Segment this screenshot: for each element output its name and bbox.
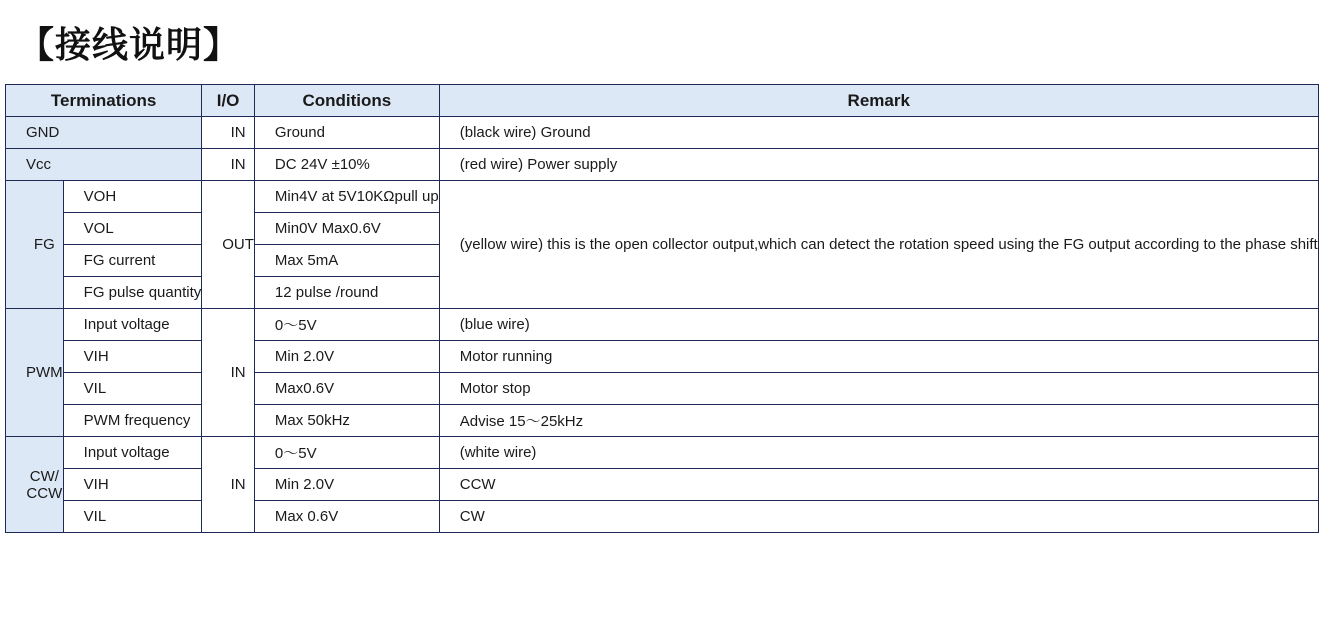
cw-condition: 0～5V	[254, 437, 439, 469]
cw-remark: CCW	[439, 469, 1318, 501]
page-title: 【接线说明】	[18, 25, 241, 66]
cw-remark: CW	[439, 501, 1318, 533]
cw-condition: Max 0.6V	[254, 501, 439, 533]
pwm-condition: Min 2.0V	[254, 341, 439, 373]
fg-sub-label: VOH	[63, 181, 202, 213]
table-row-fg-voh	[6, 181, 1319, 213]
header-io: I/O	[202, 85, 255, 117]
pwm-group-label: PWM	[6, 309, 64, 437]
header-conditions: Conditions	[254, 85, 439, 117]
cw-sub-label: VIH	[63, 469, 202, 501]
pwm-sub-label: VIH	[63, 341, 202, 373]
pwm-sub-label: VIL	[63, 373, 202, 405]
pwm-condition: Max0.6V	[254, 373, 439, 405]
fg-condition: Min0V Max0.6V	[254, 213, 439, 245]
cw-label-line1: CW/	[29, 467, 59, 485]
vcc-remark: (red wire) Power supply	[439, 149, 1318, 181]
fg-condition: Max 5mA	[254, 245, 439, 277]
fg-sub-label: FG pulse quantity	[63, 277, 202, 309]
table-row-gnd	[6, 117, 1319, 149]
gnd-condition: Ground	[254, 117, 439, 149]
pwm-condition: Max 50kHz	[254, 405, 439, 437]
header-remark: Remark	[439, 85, 1318, 117]
pwm-remark: (blue wire)	[439, 309, 1318, 341]
fg-remark: (yellow wire) this is the open collector output,which can detect the rotation speed using the FG output according to the phase shift	[439, 181, 1318, 309]
gnd-remark: (black wire) Ground	[439, 117, 1318, 149]
cw-condition: Min 2.0V	[254, 469, 439, 501]
pwm-condition: 0～5V	[254, 309, 439, 341]
pwm-io: IN	[202, 309, 255, 437]
pwm-sub-label: Input voltage	[63, 309, 202, 341]
table-row-pwm-input	[6, 309, 1319, 341]
vcc-io: IN	[202, 149, 255, 181]
fg-sub-label: FG current	[63, 245, 202, 277]
header-row	[6, 85, 1319, 117]
fg-io: OUT	[202, 181, 255, 309]
cw-io: IN	[202, 437, 255, 533]
pwm-remark: Advise 15～25kHz	[439, 405, 1318, 437]
fg-condition: Min4V at 5V10KΩpull up	[254, 181, 439, 213]
header-terminations: Terminations	[6, 85, 202, 117]
vcc-label: Vcc	[6, 149, 202, 181]
vcc-condition: DC 24V ±10%	[254, 149, 439, 181]
cw-label-line2: CCW	[26, 484, 63, 502]
fg-sub-label: VOL	[63, 213, 202, 245]
fg-condition: 12 pulse /round	[254, 277, 439, 309]
pwm-sub-label: PWM frequency	[63, 405, 202, 437]
wiring-spec-table	[5, 84, 1319, 533]
cw-remark: (white wire)	[439, 437, 1318, 469]
cw-sub-label: Input voltage	[63, 437, 202, 469]
table-row-cw-input	[6, 437, 1319, 469]
pwm-remark: Motor running	[439, 341, 1318, 373]
gnd-label: GND	[6, 117, 202, 149]
cw-sub-label: VIL	[63, 501, 202, 533]
table-row-vcc	[6, 149, 1319, 181]
fg-group-label: FG	[6, 181, 64, 309]
pwm-remark: Motor stop	[439, 373, 1318, 405]
cw-group-label	[6, 437, 64, 533]
gnd-io: IN	[202, 117, 255, 149]
